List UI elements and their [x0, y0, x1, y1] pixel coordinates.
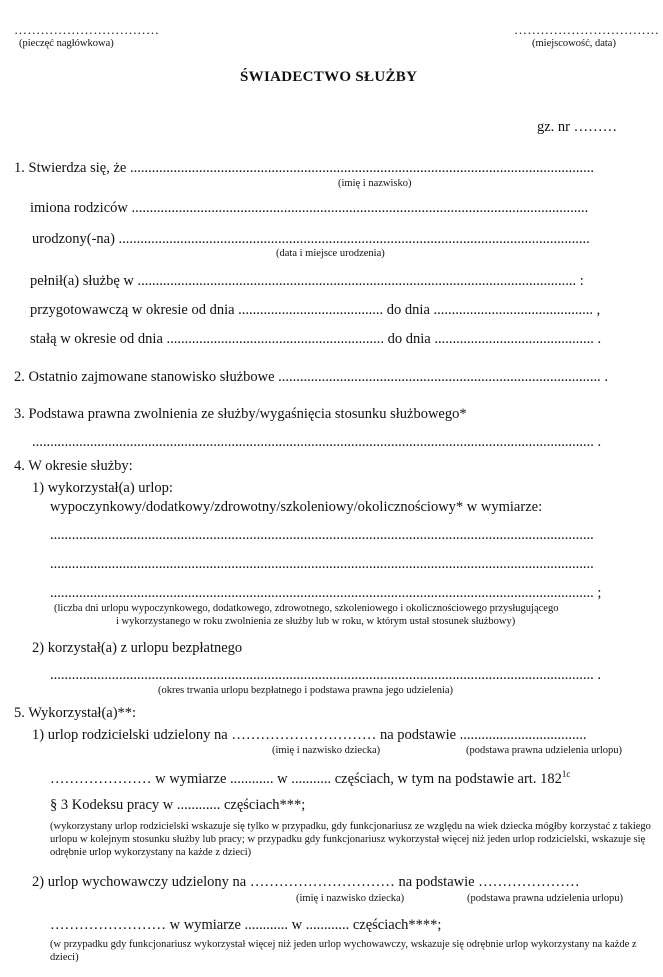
document-title: ŚWIADECTWO SŁUŻBY [240, 69, 418, 85]
s4-heading: 4. W okresie służby: [14, 458, 133, 474]
s5-heading: 5. Wykorzystał(a)**: [14, 705, 137, 721]
place-date-dots: …………………………… [514, 22, 660, 37]
s4-note-line2: i wykorzystanego w roku zwolnienia ze służby lub w roku, w którym ustał stosunek służbowy) [116, 616, 516, 627]
s5-caption-basis2: (podstawa prawna udzielenia urlopu) [467, 893, 623, 904]
s5-item2-scope: …………………… w wymiarze ............ w ............ częściach****; [50, 917, 442, 933]
s1-line-born: urodzony(-na) .................................................................................................................................. [32, 231, 590, 247]
s3-line-dots: ........................................................................................................................................................... . [32, 434, 602, 450]
s4-item2: 2) korzystał(a) z urlopu bezpłatnego [32, 640, 243, 656]
s5-item1: 1) urlop rodzicielski udzielony na ………………………… na podstawie ................................... [32, 727, 587, 743]
s5-item1-scope [50, 769, 570, 788]
s5-caption-basis1: (podstawa prawna udzielenia urlopu) [466, 745, 622, 756]
s4-note-line3: (okres trwania urlopu bezpłatnego i podstawa prawna jego udzielenia) [158, 685, 454, 696]
s5-caption-child1: (imię i nazwisko dziecka) [272, 745, 381, 756]
s1-line-service: pełnił(a) służbę w ......................................................................................................................... : [30, 273, 584, 289]
s5-note2: (w przypadku gdy funkcjonariusz wykorzystał więcej niż jeden urlop wychowawczy, wskazuje się odrębnie urlop wykorzystany na każde z dzieci) [50, 939, 637, 963]
place-date-label: (miejscowość, data) [532, 38, 616, 49]
s1-caption-born: (data i miejsce urodzenia) [276, 248, 385, 259]
stamp-label: (pieczęć nagłówkowa) [19, 38, 114, 49]
s2-line-position: 2. Ostatnio zajmowane stanowisko służbowe ......................................................................................... . [14, 369, 609, 385]
s4-dots-3: ...................................................................................................................................................... ; [50, 585, 602, 601]
s1-line-preparatory: przygotowawczą w okresie od dnia ........................................ do dnia ............................................ , [30, 302, 601, 318]
reference-number: gz. nr ……… [537, 119, 618, 135]
s5-caption-child2: (imię i nazwisko dziecka) [296, 893, 405, 904]
s4-item1: 1) wykorzystał(a) urlop: [32, 480, 173, 496]
s5-note1: (wykorzystany urlop rodzicielski wskazuje się tylko w przypadku, gdy funkcjonariusz ze względu na wiek dziecka mógłby korzystać z takiego urlopu w kolejnym stosunku służby lub pracy; w przypadku gdy funkcjonariusz wykorzystał więcej niż jeden urlop rodzicielski, wskazuje się odrębnie urlop wykorzystany na każde z dzieci) [50, 821, 651, 858]
s4-note-line1: (liczba dni urlopu wypoczynkowego, dodatkowego, zdrowotnego, szkoleniowego i okolicznościowego przysługującego [54, 603, 559, 614]
s4-dots-2: ...................................................................................................................................................... [50, 556, 594, 572]
s1-line-parents: imiona rodziców .............................................................................................................................. [30, 200, 589, 216]
article-superscript: 1c [561, 769, 571, 779]
s4-dots-1: ...................................................................................................................................................... [50, 527, 594, 543]
s5-item1-code: § 3 Kodeksu pracy w ............ częściach***; [50, 797, 306, 813]
s4-item1-types: wypoczynkowy/dodatkowy/zdrowotny/szkoleniowy/okolicznościowy* w wymiarze: [50, 499, 543, 515]
s5-item1-scope-text: ………………… w wymiarze ............ w ........... częściach, w tym na podstawie art. 182 [50, 771, 562, 787]
s1-line-name: 1. Stwierdza się, że ................................................................................................................................ [14, 160, 594, 176]
s1-line-permanent: stałą w okresie od dnia ............................................................ do dnia ............................................ . [30, 331, 602, 347]
s3-line-heading: 3. Podstawa prawna zwolnienia ze służby/wygaśnięcia stosunku służbowego* [14, 406, 467, 422]
stamp-dots: …………………………… [14, 22, 160, 37]
s5-item2: 2) urlop wychowawczy udzielony na ………………………… na podstawie ………………… [32, 874, 580, 890]
s4-dots-4: ...................................................................................................................................................... . [50, 667, 601, 683]
s1-caption-name: (imię i nazwisko) [338, 178, 412, 189]
